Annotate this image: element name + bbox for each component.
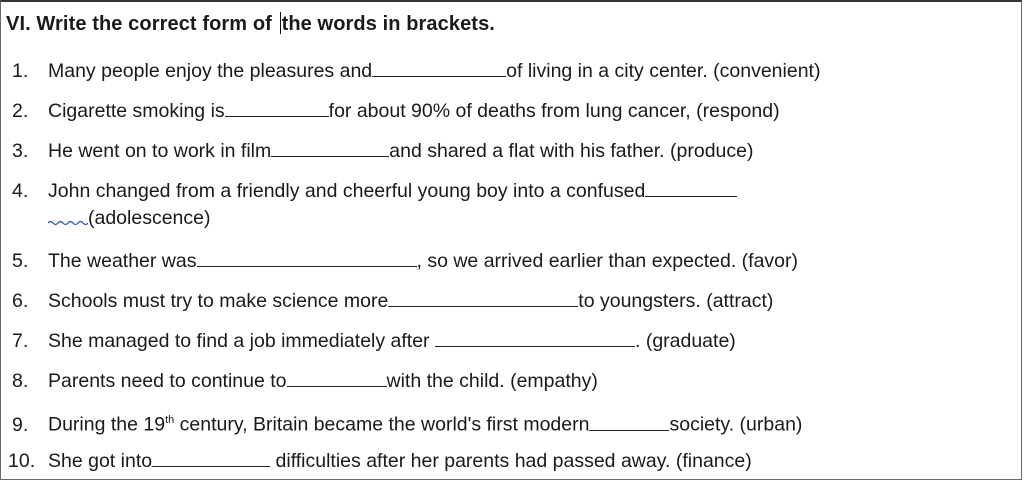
item-number: 7. [12, 330, 29, 352]
item-text-after: difficulties after her parents had passed away. (finance) [270, 450, 752, 472]
answer-blank[interactable] [271, 138, 389, 157]
item-text-before: During the 19 [48, 413, 166, 436]
item-number: 3. [12, 140, 29, 162]
exercise-item-10 [8, 448, 752, 473]
item-number: 5. [12, 250, 29, 272]
item-number: 8. [12, 370, 29, 392]
title-text-start: VI. Write the correct form of [6, 13, 278, 35]
item-number: 6. [12, 290, 29, 312]
item-text-before: She got into [48, 450, 153, 472]
item-text-before: He went on to work in film [48, 140, 272, 162]
ordinal-suffix: th [165, 414, 175, 426]
section-title [6, 12, 495, 36]
exercise-item-2 [12, 98, 780, 123]
spellcheck-squiggle-icon [48, 220, 88, 226]
item-text-before: Many people enjoy the pleasures and [48, 60, 373, 82]
answer-blank[interactable] [152, 448, 270, 467]
item-text-after: society. (urban) [669, 413, 803, 436]
answer-blank[interactable] [197, 248, 417, 267]
item-text-after: to youngsters. (attract) [578, 290, 774, 312]
answer-blank[interactable] [645, 178, 737, 197]
item-text-before-cont: century, Britain became the world's first modern [174, 413, 590, 436]
item-text-after: of living in a city center. (convenient) [506, 60, 821, 82]
title-text-end: the words in brackets. [281, 13, 495, 35]
item-text-after: and shared a flat with his father. (produce) [389, 140, 754, 162]
exercise-item-3 [12, 138, 753, 163]
exercise-item-5 [12, 248, 798, 273]
text-cursor [280, 12, 281, 34]
answer-blank[interactable] [589, 412, 669, 431]
item-number: 10. [8, 450, 36, 472]
item-text-before: She managed to find a job immediately after [48, 330, 435, 352]
answer-blank[interactable] [435, 328, 635, 347]
exercise-item-9 [12, 408, 802, 437]
item-text-before: The weather was [48, 250, 197, 272]
exercise-item-4-continuation [48, 206, 210, 230]
exercise-item-8 [12, 368, 598, 393]
answer-blank[interactable] [225, 98, 329, 117]
item-number: 9. [12, 413, 29, 436]
answer-blank[interactable] [372, 58, 506, 77]
item-text-before: Schools must try to make science more [48, 290, 389, 312]
item-number: 1. [12, 60, 29, 82]
exercise-item-7 [12, 328, 736, 353]
answer-blank[interactable] [287, 368, 387, 387]
exercise-item-6 [12, 288, 773, 313]
exercise-item-1 [12, 58, 820, 83]
item-text-after: . (graduate) [634, 330, 736, 352]
exercise-item-4 [12, 178, 737, 203]
item-number: 2. [12, 100, 29, 122]
answer-blank[interactable] [388, 288, 578, 307]
item-number: 4. [12, 180, 29, 202]
item-text-after: , so we arrived earlier than expected. (favor) [416, 250, 799, 272]
item-text-after: with the child. (empathy) [386, 370, 598, 392]
item-text-after: for about 90% of deaths from lung cancer, (respond) [328, 100, 780, 122]
item-text-after: (adolescence) [88, 207, 211, 229]
item-text-before: Cigarette smoking is [48, 100, 225, 122]
item-text-before: Parents need to continue to [48, 370, 287, 392]
item-text-before: John changed from a friendly and cheerful young boy into a confused [48, 180, 646, 202]
